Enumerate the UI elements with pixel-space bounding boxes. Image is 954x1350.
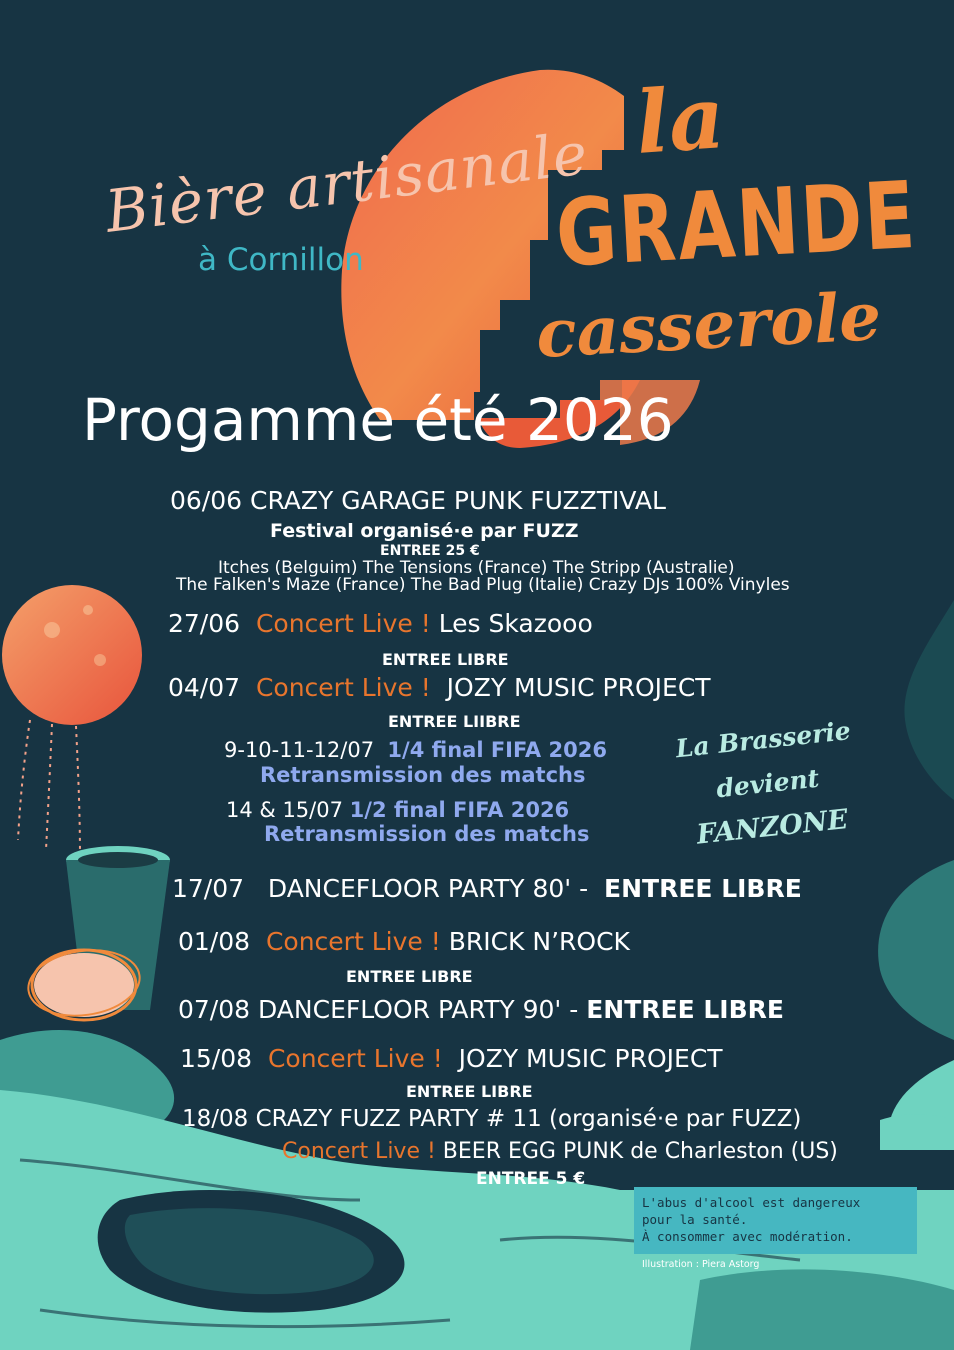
- event-3-tag: Concert Live !: [255, 673, 431, 702]
- brand-name-casserole: casserole: [534, 277, 883, 373]
- event-5-date: 14 & 15/07: [226, 798, 343, 822]
- fanzone-line-2: devient: [714, 763, 821, 804]
- event-7-entry: ENTREE LIBRE: [346, 967, 473, 986]
- event-2-line: [168, 609, 593, 638]
- event-5-sub: Retransmission des matchs: [264, 822, 590, 846]
- brand-name-grande: GRANDE: [553, 161, 920, 289]
- fanzone-note: [674, 709, 862, 859]
- event-2-entry: ENTREE LIBRE: [382, 650, 509, 669]
- event-9-name: JOZY MUSIC PROJECT: [458, 1044, 723, 1073]
- health-warning-box: [634, 1187, 917, 1254]
- event-3-name: JOZY MUSIC PROJECT: [446, 673, 711, 702]
- moon-shape: [2, 585, 142, 860]
- sea-waves: [878, 600, 954, 1150]
- page-title: Progamme été 2026: [82, 386, 674, 454]
- event-10-name: BEER EGG PUNK de Charleston (US): [442, 1139, 838, 1164]
- brand-name-la: la: [632, 67, 728, 174]
- event-8-name: DANCEFLOOR PARTY 90' -: [258, 995, 579, 1024]
- event-7-name: BRICK N’ROCK: [448, 927, 630, 956]
- event-2-tag: Concert Live !: [255, 609, 431, 638]
- event-8-date: 07/08: [178, 995, 251, 1024]
- event-1-title: 06/06 CRAZY GARAGE PUNK FUZZTIVAL: [170, 486, 666, 515]
- event-3-line: [168, 673, 711, 702]
- brand-tagline: Bière artisanale: [101, 119, 592, 246]
- event-4-line: [224, 738, 607, 762]
- event-7-date: 01/08: [178, 927, 251, 956]
- event-4-date: 9-10-11-12/07: [224, 738, 375, 762]
- event-9-tag: Concert Live !: [267, 1044, 443, 1073]
- event-9-entry: ENTREE LIBRE: [406, 1082, 533, 1101]
- event-1-entry: ENTREE 25 €: [380, 543, 480, 559]
- event-7-tag: Concert Live !: [265, 927, 441, 956]
- event-10-line: [282, 1139, 838, 1164]
- event-2-date: 27/06: [168, 609, 241, 638]
- event-1-bands-line-2: The Falken's Maze (France) The Bad Plug (Italie) Crazy DJs 100% Vinyles: [176, 575, 790, 595]
- event-8-line: [178, 995, 784, 1024]
- event-7-line: [178, 927, 630, 956]
- fanzone-line-3: FANZONE: [695, 803, 850, 851]
- event-6-entry: ENTREE LIBRE: [604, 874, 802, 903]
- event-9-date: 15/08: [180, 1044, 253, 1073]
- event-6-name: DANCEFLOOR PARTY 80' -: [267, 874, 589, 903]
- event-4-tag: 1/4 final FIFA 2026: [387, 738, 607, 762]
- event-6-date: 17/07: [172, 874, 245, 903]
- event-6-line: [172, 874, 802, 903]
- event-2-name: Les Skazooo: [438, 609, 593, 638]
- event-3-entry: ENTREE LIIBRE: [388, 712, 521, 731]
- illustration-credit: Illustration : Piera Astorg: [642, 1259, 760, 1270]
- event-5-line: [226, 798, 569, 822]
- event-4-sub: Retransmission des matchs: [260, 763, 586, 787]
- event-1-organizer: Festival organisé·e par FUZZ: [270, 520, 579, 542]
- event-3-date: 04/07: [168, 673, 241, 702]
- event-1-bands-line-1: Itches (Belguim) The Tensions (France) The Stripp (Australie): [218, 558, 735, 578]
- fanzone-line-1: La Brasserie: [674, 716, 853, 764]
- event-10-title: 18/08 CRAZY FUZZ PARTY # 11 (organisé·e par FUZZ): [182, 1106, 802, 1132]
- event-10-tag: Concert Live !: [282, 1139, 436, 1164]
- event-9-line: [180, 1044, 723, 1073]
- event-5-tag: 1/2 final FIFA 2026: [349, 798, 570, 822]
- event-8-entry: ENTREE LIBRE: [586, 995, 784, 1024]
- event-10-entry: ENTREE 5 €: [476, 1169, 586, 1189]
- brand-location: à Cornillon: [198, 242, 364, 278]
- health-warning-text: L'abus d'alcool est dangereux pour la santé. À consommer avec modération.: [642, 1195, 861, 1244]
